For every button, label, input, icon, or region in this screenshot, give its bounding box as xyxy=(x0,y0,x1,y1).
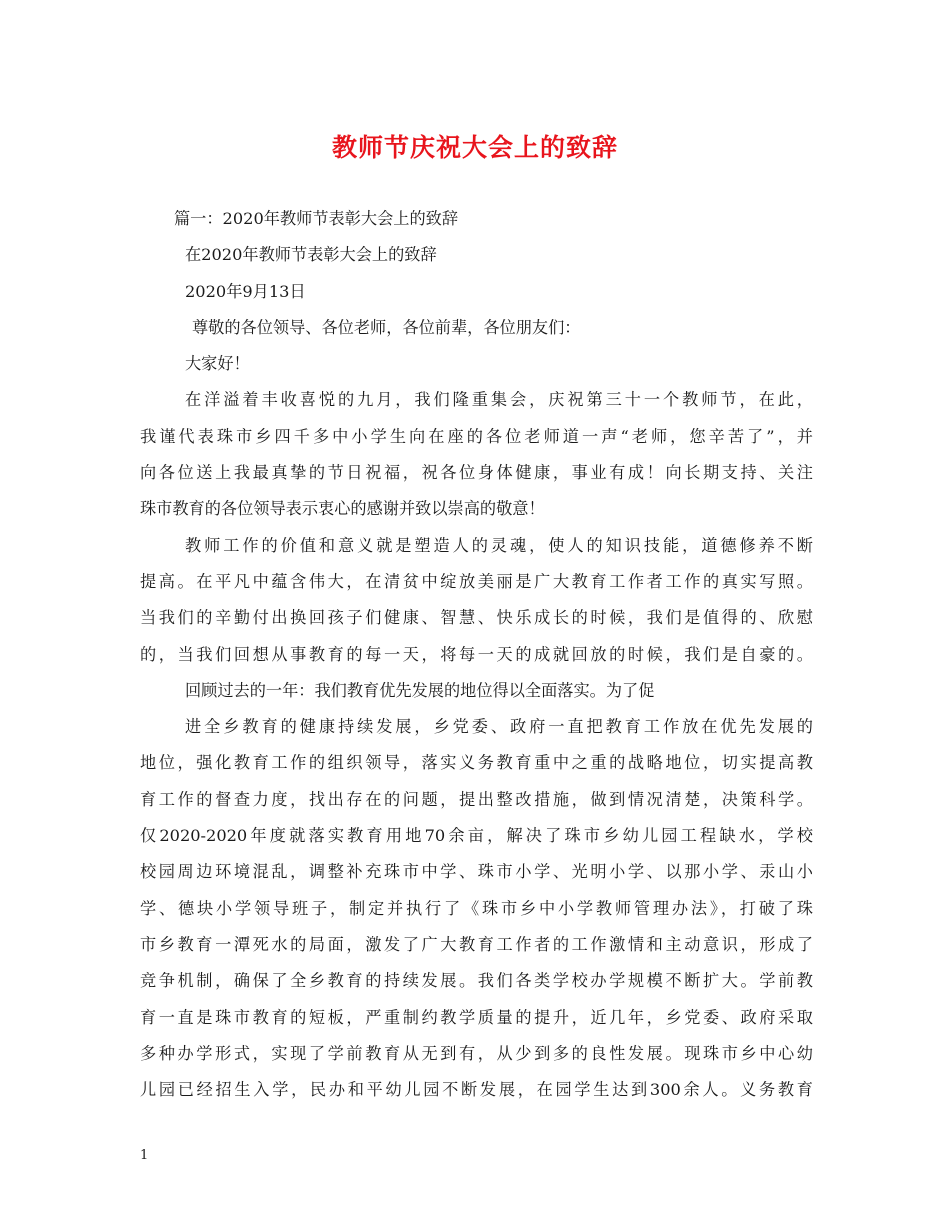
text-line: 仅2020-2020年度就落实教育用地70余亩，解决了珠市乡幼儿园工程缺水，学校 xyxy=(140,826,813,846)
text-line: 提高。在平凡中蕴含伟大，在清贫中绽放美丽是广大教育工作者工作的真实写照。 xyxy=(140,571,813,591)
text-line: 的，当我们回想从事教育的每一天，将每一天的成就回放的时候，我们是自豪的。 xyxy=(140,644,813,664)
text-line: 篇一：2020年教师节表彰大会上的致辞 xyxy=(174,209,459,228)
text-line: 2020年9月13日 xyxy=(185,281,306,301)
text-line: 竞争机制，确保了全乡教育的持续发展。我们各类学校办学规模不断扩大。学前教 xyxy=(140,971,813,991)
text-line: 校园周边环境混乱，调整补充珠市中学、珠市小学、光明小学、以那小学、汞山小 xyxy=(140,862,813,882)
text-line: 育工作的督查力度，找出存在的问题，提出整改措施，做到情况清楚，决策科学。 xyxy=(140,789,813,809)
document-title: 教师节庆祝大会上的致辞 xyxy=(331,133,618,162)
text-line: 向各位送上我最真挚的节日祝福，祝各位身体健康，事业有成！向长期支持、关注 xyxy=(140,463,813,483)
text-line: 地位，强化教育工作的组织领导，落实义务教育重中之重的战略地位，切实提高教 xyxy=(140,753,813,773)
text-line: 大家好！ xyxy=(185,354,250,374)
text-line: 教师工作的价值和意义就是塑造人的灵魂，使人的知识技能，道德修养不断 xyxy=(185,535,813,555)
text-line: 当我们的辛勤付出换回孩子们健康、智慧、快乐成长的时候，我们是值得的、欣慰 xyxy=(140,608,813,628)
text-line: 尊敬的各位领导、各位老师，各位前辈，各位朋友们： xyxy=(192,317,581,337)
text-line: 在洋溢着丰收喜悦的九月，我们隆重集会，庆祝第三十一个教师节，在此， xyxy=(185,390,813,410)
text-line: 市乡教育一潭死水的局面，激发了广大教育工作者的工作激情和主动意识，形成了 xyxy=(140,934,813,954)
text-line: 育一直是珠市教育的短板，严重制约教学质量的提升，近几年，乡党委、政府采取 xyxy=(140,1007,813,1027)
text-line: 进全乡教育的健康持续发展，乡党委、政府一直把教育工作放在优先发展的 xyxy=(185,717,813,737)
text-line: 在2020年教师节表彰大会上的致辞 xyxy=(185,245,437,265)
text-line: 多种办学形式，实现了学前教育从无到有，从少到多的良性发展。现珠市乡中心幼 xyxy=(140,1043,813,1063)
document-body xyxy=(140,201,813,1108)
text-line: 珠市教育的各位领导表示衷心的感谢并致以崇高的敬意！ xyxy=(140,499,545,519)
text-line: 我谨代表珠市乡四千多中小学生向在座的各位老师道一声“老师，您辛苦了”，并 xyxy=(140,426,813,446)
text-line: 回顾过去的一年：我们教育优先发展的地位得以全面落实。为了促 xyxy=(185,680,655,700)
page-number: 1 xyxy=(140,1148,149,1163)
text-line: 学、德块小学领导班子，制定并执行了《珠市乡中小学教师管理办法》，打破了珠 xyxy=(140,898,813,918)
text-line: 儿园已经招生入学，民办和平幼儿园不断发展，在园学生达到300余人。义务教育 xyxy=(140,1080,813,1100)
